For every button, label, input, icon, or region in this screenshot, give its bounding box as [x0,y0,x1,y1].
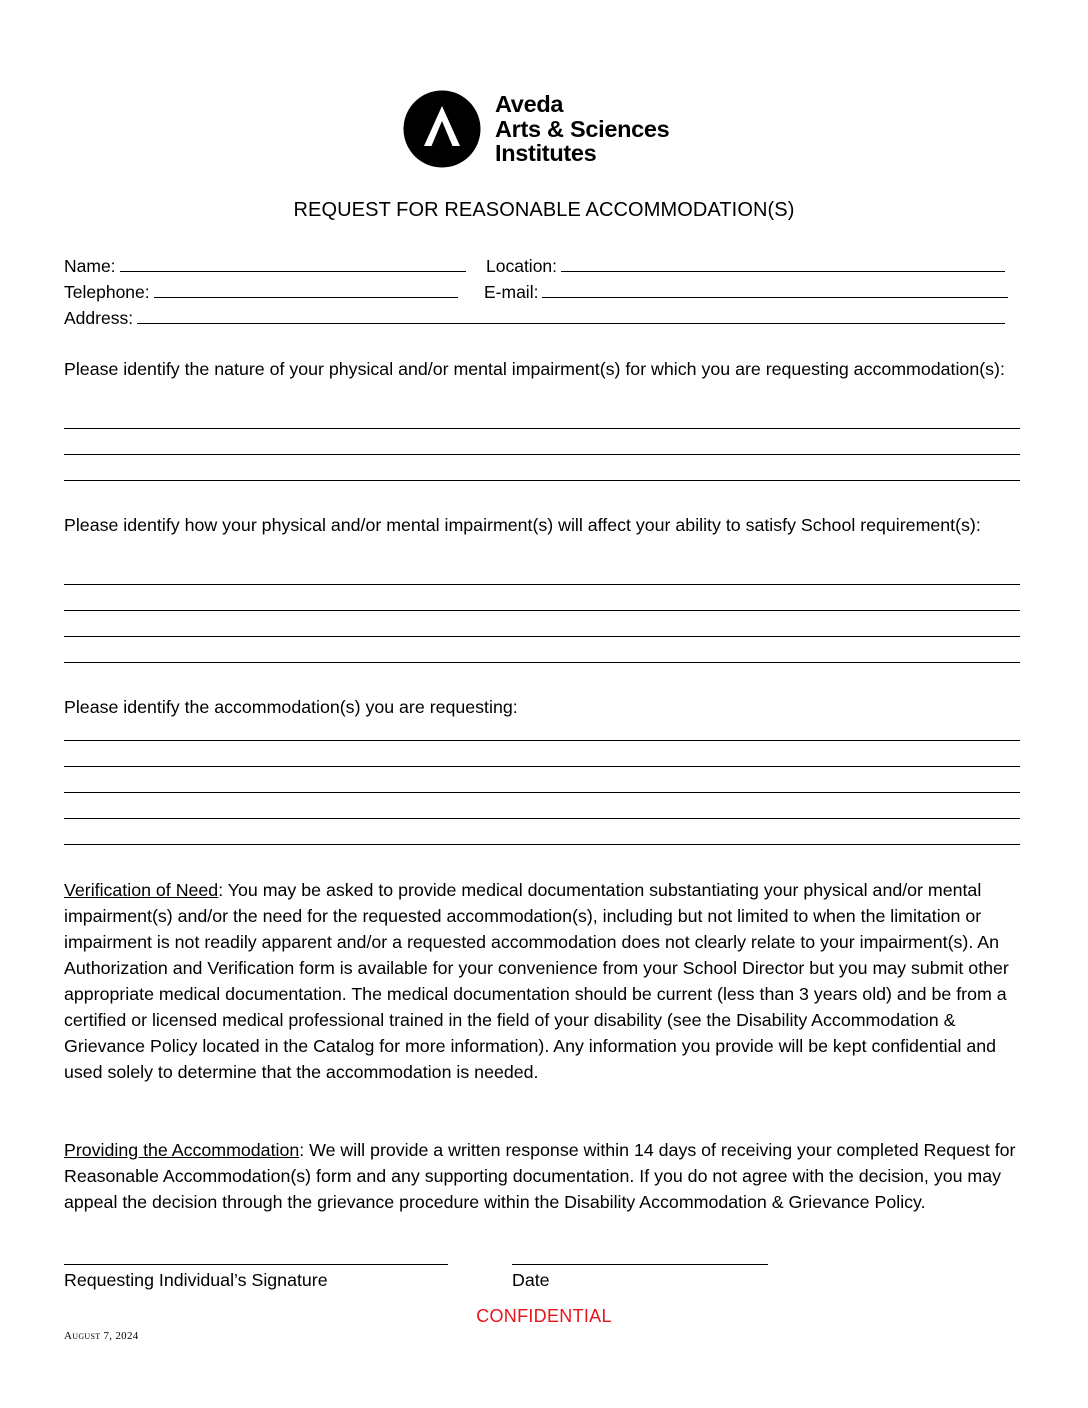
location-row [486,252,1005,279]
date-label: Date [512,1270,550,1290]
address-label: Address: [64,308,134,328]
impairment-answer-line-1[interactable] [64,428,1020,429]
providing-body: : We will provide a written response within 14 days of receiving your completed Request for Reasonable Accommodation(s) form and any supporting documentation. If you do not agree with the decision, you may appeal the decision through the grievance procedure within the Disability Accommodation & Grievance Policy. [64,1140,1016,1212]
providing-paragraph [64,1137,1026,1215]
effect-answer-line-3[interactable] [64,636,1020,637]
requested-question: Please identify the accommodation(s) you are requesting: [64,697,518,717]
page-title: REQUEST FOR REASONABLE ACCOMMODATION(S) [293,199,795,221]
logo-wordmark [495,92,669,166]
signature-line[interactable] [64,1264,448,1265]
effect-answer-line-2[interactable] [64,610,1020,611]
verification-paragraph [64,877,1026,1085]
logo-line-3: Institutes [495,140,597,166]
requested-answer-line-4[interactable] [64,818,1020,819]
impairment-question: Please identify the nature of your physical and/or mental impairment(s) for which you are requesting accommodation(s): [64,359,1005,379]
requested-answer-line-5[interactable] [64,844,1020,845]
name-field[interactable] [120,252,466,272]
address-row [64,304,1005,331]
aveda-a-mark-icon [403,90,481,168]
signature-label: Requesting Individual’s Signature [64,1270,328,1290]
location-label: Location: [486,256,558,276]
effect-question: Please identify how your physical and/or mental impairment(s) will affect your ability to satisfy School requirement(s): [64,515,981,535]
verification-body: : You may be asked to provide medical documentation substantiating your physical and/or mental impairment(s) and/or the need for the requested accommodation(s), including but not limited to when the limitation or impairment is not readily apparent and/or a requested accommodation does not clearly relate to your impairment(s). An Authorization and Verification form is available for your convenience from your School Director but you may submit other appropriate medical documentation. The medical documentation should be current (less than 3 years old) and be from a certified or licensed medical professional trained in the field of your disability (see the Disability Accommodation & Grievance Policy located in the Catalog for more information). Any information you provide will be kept confidential and used solely to determine that the accommodation is needed. [64,880,1009,1082]
logo-line-1: Aveda [495,91,564,117]
location-field[interactable] [561,252,1005,272]
impairment-answer-line-3[interactable] [64,480,1020,481]
telephone-label: Telephone: [64,282,150,302]
providing-heading: Providing the Accommodation [64,1140,300,1160]
email-row [484,278,1008,305]
name-row [64,252,466,279]
email-field[interactable] [542,278,1008,298]
requested-answer-line-3[interactable] [64,792,1020,793]
date-line[interactable] [512,1264,768,1265]
telephone-field[interactable] [154,278,458,298]
requested-answer-line-2[interactable] [64,766,1020,767]
telephone-row [64,278,458,305]
name-label: Name: [64,256,116,276]
footer-date: August 7, 2024 [64,1330,139,1342]
logo-line-2: Arts & Sciences [495,115,670,142]
verification-heading: Verification of Need [64,880,219,900]
requested-answer-line-1[interactable] [64,740,1020,741]
aveda-logo [403,90,693,170]
effect-answer-line-4[interactable] [64,662,1020,663]
effect-answer-line-1[interactable] [64,584,1020,585]
impairment-answer-line-2[interactable] [64,454,1020,455]
confidential-stamp: CONFIDENTIAL [476,1306,612,1326]
email-label: E-mail: [484,282,539,302]
address-field[interactable] [137,304,1005,324]
